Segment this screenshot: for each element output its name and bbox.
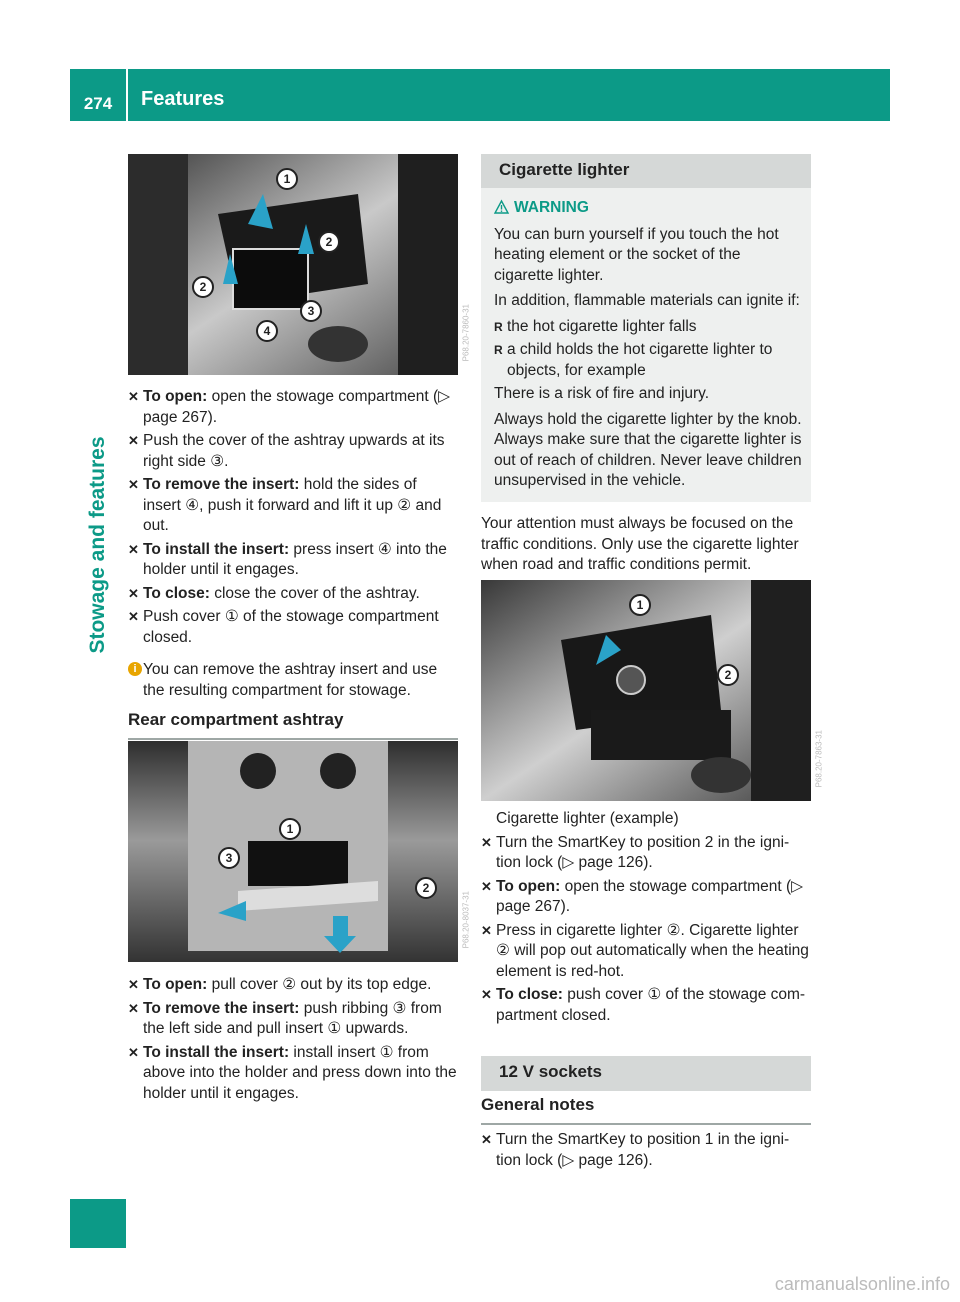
warning-title: WARNING — [494, 198, 803, 219]
rear-ashtray-photo: 1 3 2 P68.20-8037-31 — [128, 741, 458, 962]
instruction-step: ✕ To close: push cover ① of the stowage com-partment closed. — [481, 986, 806, 1024]
sidebar-label: Stowage and features — [85, 436, 109, 654]
instruction-step: ✕ To open: open the stowage compartment (▷ page 267). — [481, 877, 804, 915]
rear-ashtray-illustration — [128, 741, 458, 962]
instruction-step: ✕ To remove the insert: push ribbing ③ from the left side and pull insert ① upwards. — [128, 999, 442, 1037]
warning-icon — [494, 200, 509, 214]
warning-text: In addition, flammable materials can ignite if: — [494, 292, 800, 309]
rear-ashtray-heading: Rear compartment ashtray — [128, 710, 458, 740]
instruction-step: ✕ Push cover ① of the stowage compartment closed. — [128, 608, 439, 646]
instruction-step: ✕ Push the cover of the ashtray upwards at its right side ③. — [128, 432, 445, 470]
info-note: i You can remove the ashtray insert and use the resulting compartment for stowage. — [128, 660, 458, 701]
sidebar-marker — [70, 1199, 126, 1248]
warning-text: You can burn yourself if you touch the hot heating element or the socket of the cigarette lighter. — [494, 225, 779, 284]
warning-box — [481, 188, 811, 502]
instruction-step: ✕ To open: open the stowage compartment (▷ page 267). — [128, 388, 451, 426]
instruction-step: ✕ Press in cigarette lighter ②. Cigarette lighter ② will pop out automatically when the heating element is red-hot. — [481, 921, 809, 980]
left-steps-1 — [128, 387, 458, 701]
sidebar-tab — [70, 121, 126, 1248]
cigarette-lighter-photo: 1 2 P68.20-7863-31 — [481, 580, 811, 801]
cigarette-lighter-heading: Cigarette lighter — [481, 154, 811, 189]
general-notes-heading: General notes — [481, 1095, 811, 1125]
header-separator — [126, 69, 128, 121]
instruction-step: ✕ To install the insert: install insert ① from above into the holder and press down into the holder until it engages. — [128, 1043, 457, 1102]
instruction-step: ✕ To remove the insert: hold the sides of insert ④, push it forward and lift it up ② and out. — [128, 476, 442, 534]
sockets-heading: 12 V sockets — [481, 1056, 811, 1091]
instruction-step: ✕ To close: close the cover of the ashtray. — [128, 584, 420, 602]
warning-bullet: R the hot cigarette lighter falls — [494, 317, 697, 335]
left-steps-2 — [128, 975, 458, 1107]
figure-code: P68.20-8037-31 — [461, 891, 470, 949]
warning-bullet: R a child holds the hot cigarette lighter to objects, for example — [494, 341, 773, 379]
ashtray-front-photo: 1 2 2 3 4 P68.20-7860-31 — [128, 154, 458, 375]
right-steps-3 — [481, 809, 811, 1029]
attention-text: Your attention must always be focused on the traffic conditions. Only use the cigarette lighter when road and traffic conditions permit. — [481, 515, 799, 573]
watermark: carmanualsonline.info — [774, 1273, 950, 1294]
info-icon: i — [128, 662, 142, 676]
figure-code: P68.20-7863-31 — [814, 730, 823, 788]
page-number: 274 — [83, 94, 113, 113]
instruction-step: ✕ To open: pull cover ② out by its top edge. — [128, 976, 432, 993]
warning-text: There is a risk of fire and injury. — [494, 385, 710, 402]
instruction-step: ✕ To install the insert: press insert ④ into the holder until it engages. — [128, 540, 447, 578]
figure-caption: Cigarette lighter (example) — [496, 810, 679, 827]
warning-text: Always hold the cigarette lighter by the knob. Always make sure that the cigarette lighter is out of reach of children. Never leave children unsupervised in the vehicle. — [494, 410, 802, 489]
section-title: Features — [141, 88, 225, 110]
right-steps-4 — [481, 1130, 811, 1174]
figure-code: P68.20-7860-31 — [461, 304, 470, 362]
instruction-step: ✕ Turn the SmartKey to position 2 in the igni-tion lock (▷ page 126). — [481, 833, 790, 871]
instruction-step: ✕ Turn the SmartKey to position 1 in the igni-tion lock (▷ page 126). — [481, 1131, 790, 1169]
